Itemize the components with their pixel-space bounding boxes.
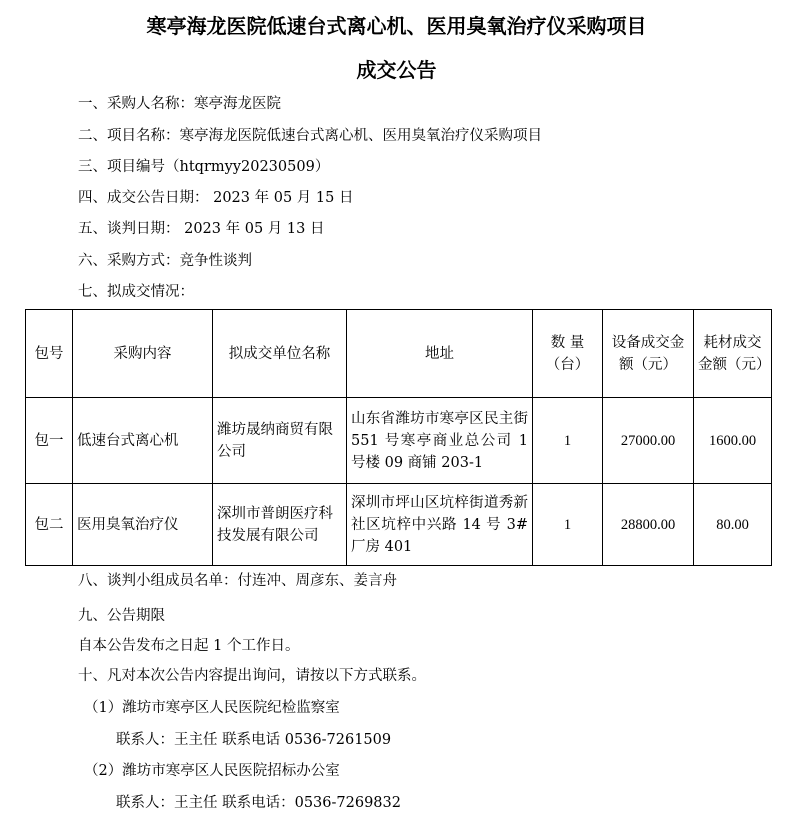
cell-package: 包二 [26, 484, 73, 566]
cell-address: 山东省潍坊市寒亭区民主街 551 号寒亭商业总公司 1 号楼 09 商铺 203-1 [347, 398, 533, 484]
project-number-line: 三、项目编号（htqrmyy20230509） [78, 159, 330, 175]
header-address: 地址 [347, 310, 533, 398]
header-equipment-amount: 设备成交金额（元） [603, 310, 694, 398]
contact-line-2: 联系人：王主任 联系电话：0536-7269832 [116, 795, 401, 811]
cell-quantity: 1 [533, 398, 603, 484]
table-row [26, 484, 772, 566]
header-supplier: 拟成交单位名称 [213, 310, 347, 398]
document-subtitle: 成交公告 [356, 58, 437, 82]
cell-consumable-amount: 1600.00 [694, 398, 772, 484]
project-name-line: 二、项目名称：寒亭海龙医院低速台式离心机、医用臭氧治疗仪采购项目 [78, 128, 542, 144]
contact-org-2: （2）潍坊市寒亭区人民医院招标办公室 [84, 763, 340, 779]
procurement-method-line: 六、采购方式：竞争性谈判 [78, 253, 252, 269]
cell-equipment-amount: 27000.00 [603, 398, 694, 484]
header-content: 采购内容 [73, 310, 213, 398]
table-row [26, 398, 772, 484]
contact-line-1: 联系人：王主任 联系电话 0536-7261509 [116, 732, 392, 748]
cell-content: 低速台式离心机 [73, 398, 213, 484]
cell-equipment-amount: 28800.00 [603, 484, 694, 566]
inquiry-line: 十、凡对本次公告内容提出询问，请按以下方式联系。 [78, 668, 426, 684]
header-quantity: 数 量（台） [533, 310, 603, 398]
award-table [25, 309, 772, 566]
cell-supplier: 潍坊晟纳商贸有限公司 [213, 398, 347, 484]
cell-quantity: 1 [533, 484, 603, 566]
header-consumable-amount: 耗材成交金额（元） [694, 310, 772, 398]
notice-period-text: 自本公告发布之日起 1 个工作日。 [78, 638, 300, 654]
purchaser-line: 一、采购人名称：寒亭海龙医院 [78, 96, 281, 112]
announcement-date-line: 四、成交公告日期： 2023 年 05 月 15 日 [78, 190, 354, 206]
cell-package: 包一 [26, 398, 73, 484]
cell-content: 医用臭氧治疗仪 [73, 484, 213, 566]
cell-address: 深圳市坪山区坑梓街道秀新社区坑梓中兴路 14 号 3#厂房 401 [347, 484, 533, 566]
negotiation-date-line: 五、谈判日期： 2023 年 05 月 13 日 [78, 221, 325, 237]
cell-consumable-amount: 80.00 [694, 484, 772, 566]
notice-period-heading: 九、公告期限 [78, 608, 165, 624]
proposed-award-heading: 七、拟成交情况： [78, 284, 194, 300]
contact-org-1: （1）潍坊市寒亭区人民医院纪检监察室 [84, 700, 340, 716]
document-title: 寒亭海龙医院低速台式离心机、医用臭氧治疗仪采购项目 [146, 14, 647, 38]
table-header-row [26, 310, 772, 398]
cell-supplier: 深圳市普朗医疗科技发展有限公司 [213, 484, 347, 566]
panel-members-line: 八、谈判小组成员名单：付连冲、周彦东、姜言舟 [78, 573, 397, 589]
header-package: 包号 [26, 310, 73, 398]
